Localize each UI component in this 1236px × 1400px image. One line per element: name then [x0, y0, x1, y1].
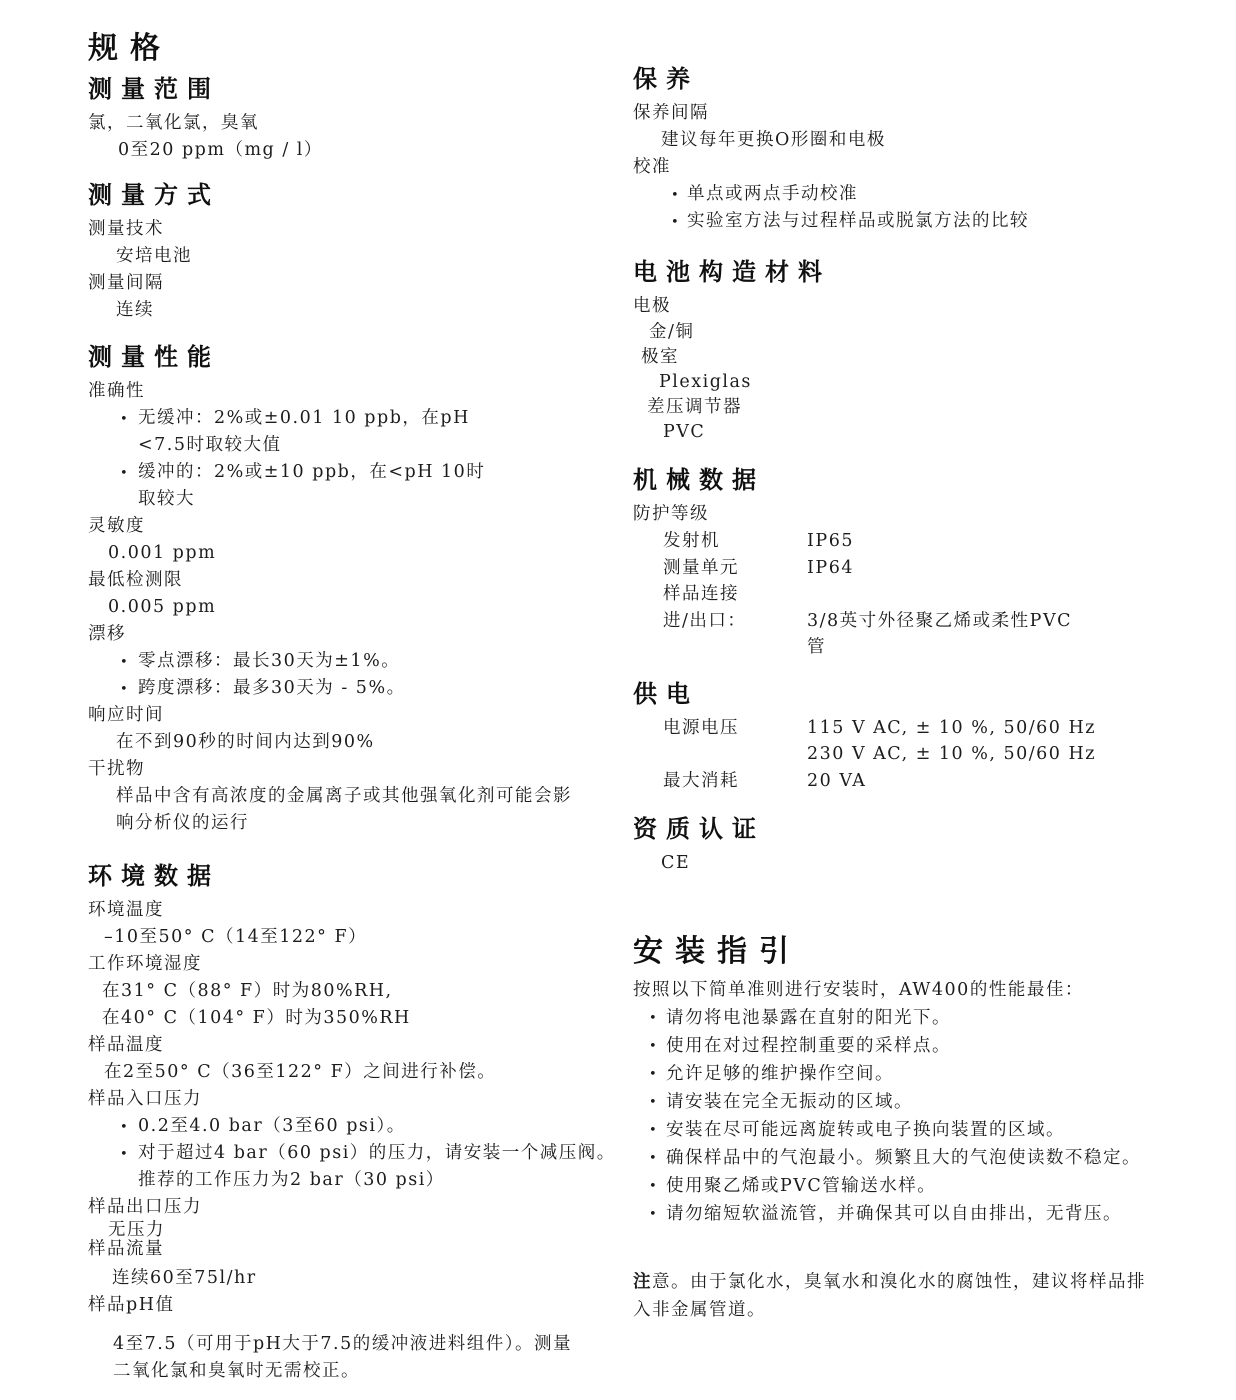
kv-label: 进/出口：	[663, 610, 747, 631]
bullet-item	[633, 208, 1218, 235]
kv-row	[633, 608, 1218, 661]
section-heading: 测量性能	[88, 344, 220, 371]
spec-label: 样品入口压力	[88, 1089, 202, 1109]
kv-value-line: IP64	[807, 557, 854, 578]
spec-value: 金/铜	[649, 322, 695, 342]
bullet-line: 取较大	[138, 489, 195, 509]
bullet-item	[633, 1060, 1218, 1088]
spec-label: 测量间隔	[88, 273, 164, 293]
spec-value: 连续60至75l/hr	[112, 1268, 257, 1288]
spec-label: 干扰物	[88, 759, 145, 779]
note	[633, 1268, 1218, 1324]
bullet-item	[633, 181, 1218, 208]
spec-label: 漂移	[88, 624, 126, 644]
spec-label: 环境温度	[88, 900, 164, 920]
kv-value-line: 3/8英寸外径聚乙烯或柔性PVC	[807, 610, 1072, 631]
kv-values	[807, 528, 1218, 555]
bullet-item	[633, 1116, 1218, 1144]
bullet-icon: •	[649, 1207, 657, 1222]
spec-label: 灵敏度	[88, 516, 145, 536]
spec-value: CE	[661, 853, 691, 873]
spec-label: 样品pH值	[88, 1295, 175, 1315]
bullet-icon: •	[649, 1179, 657, 1194]
bullet-line: 请勿将电池暴露在直射的阳光下。	[666, 1008, 951, 1028]
spec-value: 0.001 ppm	[108, 543, 217, 563]
section-heading: 测量方式	[88, 182, 220, 209]
spec-label: 电极	[633, 296, 671, 316]
note-prefix: 注	[633, 1272, 652, 1292]
spec-value: 在31° C（88° F）时为80%RH,	[102, 981, 393, 1001]
bullet-icon: •	[120, 655, 128, 670]
spec-label: 响应时间	[88, 705, 164, 725]
section-heading: 测量范围	[88, 76, 220, 103]
bullet-line: 请勿缩短软溢流管，并确保其可以自由排出，无背压。	[666, 1204, 1122, 1224]
kv-value-line: IP65	[807, 531, 854, 551]
section-heading: 机械数据	[633, 467, 765, 494]
kv-row	[633, 768, 1218, 795]
bullet-item	[88, 1113, 628, 1140]
spec-label: 最低检测限	[88, 570, 183, 590]
bullet-icon: •	[649, 1067, 657, 1082]
bullet-line: 确保样品中的气泡最小。频繁且大的气泡使读数不稳定。	[666, 1148, 1141, 1168]
spec-label: 准确性	[88, 381, 145, 401]
kv-value-line: 115 V AC, ± 10 %, 50/60 Hz	[807, 717, 1096, 738]
bullet-icon: •	[120, 1120, 128, 1135]
spec-label: 氯，二氧化氯，臭氧	[88, 113, 259, 133]
spec-value: 连续	[116, 300, 154, 320]
bullet-item	[633, 1144, 1218, 1172]
bullet-icon: •	[649, 1095, 657, 1110]
spec-label: 工作环境湿度	[88, 954, 202, 974]
spec-label: 测量技术	[88, 219, 164, 239]
bullet-icon: •	[649, 1123, 657, 1138]
spec-label: 样品流量	[88, 1239, 164, 1259]
spec-label: 保养间隔	[633, 103, 709, 123]
section-heading: 供电	[633, 680, 699, 708]
kv-values	[807, 768, 1218, 795]
spec-label: 防护等级	[633, 504, 709, 524]
bullet-item	[633, 1172, 1218, 1200]
bullet-item	[88, 405, 628, 459]
bullet-icon: •	[671, 215, 679, 230]
bullet-line: 实验室方法与过程样品或脱氯方法的比较	[687, 211, 1029, 231]
paragraph: 按照以下简单准则进行安装时，AW400的性能最佳：	[633, 980, 1084, 1000]
section-heading: 资质认证	[633, 816, 765, 843]
spec-value: 在40° C（104° F）时为350%RH	[102, 1008, 411, 1028]
bullet-item	[88, 675, 628, 702]
bullet-line: 0.2至4.0 bar（3至60 psi）。	[138, 1116, 406, 1136]
kv-label: 发射机	[663, 531, 720, 551]
bullet-item	[633, 1004, 1218, 1032]
bullet-line: <7.5时取较大值	[138, 435, 282, 455]
right-column	[633, 30, 1218, 1324]
bullet-line: 推荐的工作压力为2 bar（30 psi）	[138, 1170, 445, 1190]
bullet-line: 安装在尽可能远离旋转或电子换向装置的区域。	[666, 1120, 1065, 1140]
bullet-icon: •	[120, 466, 128, 481]
kv-value-line: 230 V AC, ± 10 %, 50/60 Hz	[807, 744, 1096, 764]
bullet-icon: •	[671, 188, 679, 203]
kv-value-line: 20 VA	[807, 770, 867, 791]
bullet-icon: •	[120, 682, 128, 697]
spec-value: 响分析仪的运行	[116, 813, 249, 833]
spec-value: 0.005 ppm	[108, 597, 217, 617]
spec-value: 无压力	[108, 1220, 165, 1240]
left-column	[88, 30, 628, 1385]
section-heading: 保养	[633, 66, 699, 93]
spec-value: 极室	[641, 347, 679, 367]
spec-value: Plexiglas	[659, 372, 752, 392]
kv-row	[633, 528, 1218, 555]
spec-value: 样品中含有高浓度的金属离子或其他强氧化剂可能会影	[116, 786, 572, 806]
kv-label: 样品连接	[663, 584, 739, 604]
spec-value: 二氧化氯和臭氧时无需校正。	[113, 1361, 360, 1381]
bullet-line: 使用聚乙烯或PVC管输送水样。	[666, 1176, 937, 1196]
kv-label: 最大消耗	[663, 770, 739, 791]
spec-value: 在不到90秒的时间内达到90%	[116, 732, 375, 752]
spec-value: 0至20 ppm（mg / l）	[118, 140, 323, 160]
spec-label: 样品温度	[88, 1035, 164, 1055]
bullet-line: 零点漂移：最长30天为±1%。	[138, 651, 401, 671]
bullet-line: 允许足够的维护操作空间。	[666, 1064, 894, 1084]
bullet-item	[633, 1200, 1218, 1228]
kv-values	[807, 555, 1218, 582]
section-heading: 电池构造材料	[633, 259, 831, 286]
bullet-line: 请安装在完全无振动的区域。	[666, 1092, 913, 1112]
section-title: 安装指引	[633, 935, 801, 968]
bullet-item	[633, 1088, 1218, 1116]
bullet-icon: •	[649, 1011, 657, 1026]
spec-value: 在2至50° C（36至122° F）之间进行补偿。	[104, 1062, 497, 1082]
bullet-item	[88, 648, 628, 675]
section-heading: 环境数据	[88, 863, 220, 890]
note-text: 意。由于氯化水，臭氧水和溴化水的腐蚀性，建议将样品排	[652, 1272, 1146, 1292]
bullet-line: 单点或两点手动校准	[687, 184, 858, 204]
spec-value: 差压调节器	[647, 397, 742, 417]
bullet-item	[88, 459, 628, 513]
bullet-icon: •	[649, 1039, 657, 1054]
bullet-line: 跨度漂移：最多30天为 - 5%。	[138, 678, 406, 698]
bullet-icon: •	[649, 1151, 657, 1166]
bullet-line: 对于超过4 bar（60 psi）的压力，请安装一个减压阀。	[138, 1143, 616, 1163]
kv-label: 电源电压	[663, 717, 739, 738]
spec-value: 安培电池	[116, 246, 192, 266]
note-line: 入非金属管道。	[633, 1300, 766, 1320]
bullet-icon: •	[120, 1147, 128, 1162]
bullet-line: 缓冲的：2%或±10 ppb，在<pH 10时	[138, 462, 486, 482]
spec-label: 校准	[633, 157, 671, 177]
note-line	[633, 1268, 1218, 1296]
kv-row	[633, 555, 1218, 582]
bullet-item	[633, 1032, 1218, 1060]
kv-label: 测量单元	[663, 557, 739, 578]
bullet-item	[88, 1140, 628, 1194]
spec-label: 样品出口压力	[88, 1197, 202, 1217]
kv-row	[633, 581, 1218, 608]
bullet-line: 使用在对过程控制重要的采样点。	[666, 1036, 951, 1056]
spec-value: –10至50° C（14至122° F）	[104, 927, 368, 947]
kv-values	[807, 715, 1218, 768]
bullet-icon: •	[120, 412, 128, 427]
kv-value-line: 管	[807, 637, 826, 657]
bullet-line: 无缓冲：2%或±0.01 10 ppb，在pH	[138, 408, 470, 428]
kv-values	[807, 608, 1218, 661]
section-title: 规格	[88, 32, 172, 65]
spec-value: 建议每年更换O形圈和电极	[661, 130, 886, 150]
kv-row	[633, 715, 1218, 768]
spec-value: PVC	[663, 422, 706, 442]
spec-value: 4至7.5（可用于pH大于7.5的缓冲液进料组件）。测量	[113, 1334, 573, 1354]
kv-values	[807, 581, 1218, 608]
